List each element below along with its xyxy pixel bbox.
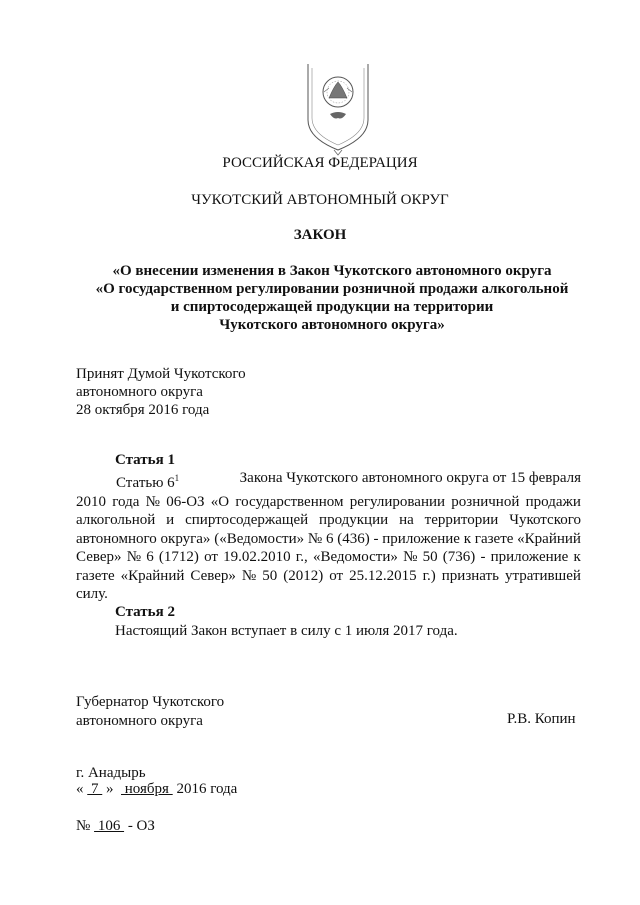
article-1-text	[76, 469, 581, 604]
article-1-line: газете «Крайний Север» № 50 (2012) от 25.12.2015 г.) признать утратившей	[76, 567, 581, 584]
signatory-position	[76, 693, 224, 730]
law-number-value: 106	[94, 818, 125, 834]
adoption-note	[76, 365, 246, 419]
article-1-line: силу.	[76, 586, 108, 602]
signatory-name: Р.В. Копин	[507, 711, 576, 727]
signing-month: ноября	[121, 781, 173, 797]
law-title-line: и спиртосодержащей продукции на территории	[170, 299, 494, 315]
law-number: № 106 - ОЗ	[76, 818, 155, 834]
signing-place: г. Анадырь	[76, 765, 146, 781]
law-title-line: Чукотского автономного округа»	[219, 317, 445, 333]
article-1-lead-rest: Закона Чукотского автономного округа от 15 февраля	[239, 470, 581, 486]
signing-day: 7	[87, 781, 103, 797]
signatory-position-line: Губернатор Чукотского	[76, 694, 225, 710]
article-1-line: 2010 года № 06-ОЗ «О государственном регулировании розничной продажи	[76, 493, 581, 510]
article-1-line: автономного округа» («Ведомости» № 6 (436) - приложение к газете «Крайний	[76, 530, 581, 547]
article-1-line: Север» № 6 (1712) от 19.02.2010 г., «Ведомости» № 50 (736) - приложение к	[76, 549, 581, 565]
document-type-heading: ЗАКОН	[293, 227, 347, 243]
article-1-lead: Статью $6^1$	[116, 473, 180, 491]
federation-heading: РОССИЙСКАЯ ФЕДЕРАЦИЯ	[222, 155, 418, 171]
signing-date: « 7 » ноября 2016 года	[76, 781, 238, 797]
article-1-line: алкогольной и спиртосодержащей продукции на территории Чукотского	[76, 512, 581, 528]
law-title-line: «О внесении изменения в Закон Чукотского автономного округа	[112, 263, 552, 279]
adoption-date: 28 октября 2016 года	[76, 402, 210, 418]
article-1-heading: Статья 1	[115, 452, 175, 468]
article-2-heading: Статья 2	[115, 604, 175, 620]
article-2-text: Настоящий Закон вступает в силу с 1 июля 2017 года.	[115, 623, 458, 639]
adoption-line: автономного округа	[76, 384, 203, 400]
okrug-heading: ЧУКОТСКИЙ АВТОНОМНЫЙ ОКРУГ	[191, 192, 449, 208]
coat-of-arms-emblem	[298, 58, 378, 158]
article-1-line	[76, 469, 581, 493]
adoption-line: Принят Думой Чукотского	[76, 366, 246, 382]
law-title	[80, 262, 584, 334]
signatory-position-line: автономного округа	[76, 712, 203, 729]
law-title-line: «О государственном регулировании розничной продажи алкогольной	[95, 281, 569, 297]
